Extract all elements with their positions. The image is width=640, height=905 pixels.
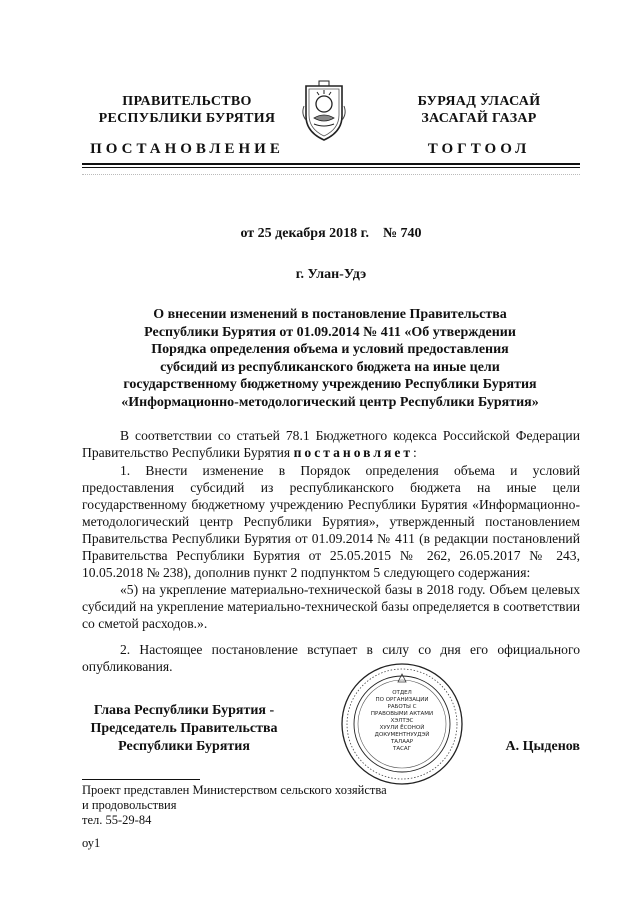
intro-text: В соответствии со статьей 78.1 Бюджетного кодекса Российской Федерации Правительство Республики Бурятия bbox=[82, 428, 580, 460]
title-line: Республики Бурятия от 01.09.2014 № 411 «Об утверждении bbox=[144, 324, 516, 340]
signatory-name: А. Цыденов bbox=[505, 739, 580, 754]
footer-line: Проект представлен Министерством сельского хозяйства bbox=[82, 783, 387, 797]
coat-of-arms-icon bbox=[300, 80, 348, 142]
footer-code: оу1 bbox=[82, 836, 101, 850]
stamp-text-line: ХУУЛИ ЁСОНОЙ bbox=[379, 725, 425, 731]
government-name-ru-line2: РЕСПУБЛИКИ БУРЯТИЯ bbox=[98, 111, 276, 126]
title-line: Порядка определения объема и условий предоставления bbox=[151, 342, 509, 357]
footer-rule bbox=[82, 779, 200, 780]
paragraph-2: 2. Настоящее постановление вступает в силу со дня его официального опубликования. bbox=[82, 642, 580, 674]
doc-type-ru: ПОСТАНОВЛЕНИЕ bbox=[90, 141, 284, 157]
title-line: субсидий из республиканского бюджета на иные цели bbox=[160, 359, 500, 375]
government-name-bua-line1: БУРЯАД УЛАСАЙ bbox=[417, 94, 541, 109]
official-stamp bbox=[340, 662, 464, 786]
stamp-text-line: ТАСАГ bbox=[392, 746, 412, 752]
government-name-bua bbox=[374, 93, 584, 127]
doc-type-bua: ТОГТООЛ bbox=[427, 141, 531, 157]
signatory-position-line2: Председатель Правительства bbox=[90, 721, 278, 736]
header-rule-thin bbox=[82, 167, 580, 168]
footer-note bbox=[82, 783, 502, 828]
header-rule-thick bbox=[82, 163, 580, 165]
stamp-text-line: ПРАВОВЫМИ АКТАМИ bbox=[370, 711, 434, 717]
city-name: г. Улан-Удэ bbox=[295, 267, 367, 282]
date-and-number: от 25 декабря 2018 г. № 740 bbox=[240, 226, 422, 241]
government-name-bua-line2: ЗАСАГАЙ ГАЗАР bbox=[421, 111, 537, 126]
decree-word: постановляет bbox=[293, 445, 414, 460]
document-title bbox=[100, 306, 560, 411]
title-line: О внесении изменений в постановление Правительства bbox=[153, 307, 507, 322]
government-name-ru-line1: ПРАВИТЕЛЬСТВО bbox=[122, 94, 252, 109]
stamp-text-line: ХЭЛТЭС bbox=[390, 718, 414, 724]
coat-of-arms-emblem bbox=[300, 80, 348, 142]
stamp-text-line: ТАЛААР bbox=[390, 739, 414, 745]
paragraph-1: 1. Внести изменение в Порядок определения объема и условий предоставления субсидий из республиканского бюджета на иные цели государственному бюджетному учреждению Республики Бурятия «Информационно-методологический центр Республики Бурятия», утвержденный постановлением Правительства Республики Бурятия от 01.09.2014 № 411 (в редакции постановлений Правительства Республики Бурятия от 25.05.2015 № 262, 26.05.2017 № 243, 10.05.2018 № 238), дополнив пункт 2 подпунктом 5 следующего содержания: bbox=[82, 463, 580, 580]
stamp-text bbox=[362, 690, 442, 753]
stamp-text-line: ДОКУМЕНТНУУДЭЙ bbox=[374, 732, 430, 738]
footer-line: тел. 55-29-84 bbox=[82, 813, 152, 827]
government-name-ru bbox=[82, 93, 292, 127]
title-line: государственному бюджетному учреждению Республики Бурятия bbox=[123, 377, 537, 392]
stamp-text-line: ОТДЕЛ bbox=[392, 690, 412, 696]
paragraph-1-quote: «5) на укрепление материально-технической базы в 2018 году. Объем целевых субсидий на укрепление материально-технической базы определяется в соответствии со сметой расходов.». bbox=[82, 582, 580, 631]
title-line: «Информационно-методологический центр Республики Бурятия» bbox=[121, 394, 539, 410]
signatory-position bbox=[82, 702, 286, 756]
signatory-position-line3: Республики Бурятия bbox=[118, 739, 250, 754]
signatory-position-line1: Глава Республики Бурятия - bbox=[93, 703, 275, 718]
stamp-text-line: ПО ОРГАНИЗАЦИИ bbox=[375, 697, 429, 703]
header-dotted-line bbox=[82, 174, 580, 175]
stamp-text-line: РАБОТЫ С bbox=[387, 704, 417, 710]
document-body bbox=[82, 427, 580, 675]
decree-colon: : bbox=[413, 445, 417, 460]
footer-line: и продовольствия bbox=[82, 798, 177, 812]
intro-paragraph bbox=[82, 427, 580, 461]
